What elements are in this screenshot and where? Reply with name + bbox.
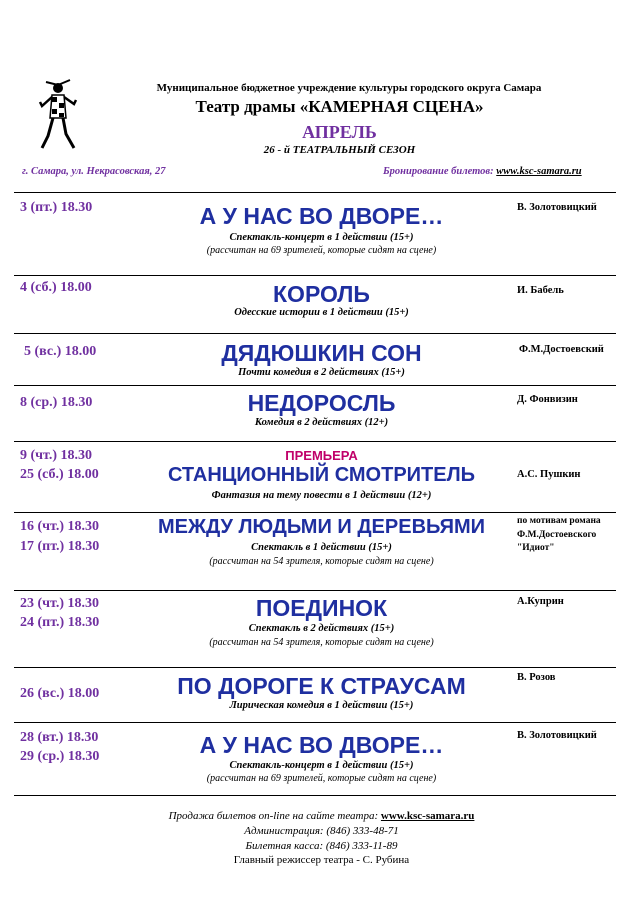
theatre-name: Театр драмы «КАМЕРНАЯ СЦЕНА» (195, 97, 484, 116)
show-author: А.С. Пушкин (517, 469, 581, 480)
show-title: ПО ДОРОГЕ К СТРАУСАМ (177, 673, 466, 699)
show-title: КОРОЛЬ (273, 281, 370, 307)
show-date: 28 (вт.) 18.30 (20, 730, 99, 745)
booking-label: Бронирование билетов: (383, 166, 494, 177)
show-subtitle: Спектакль в 2 действиях (15+) (248, 623, 395, 634)
show-subtitle: Одесские истории в 1 действии (15+) (234, 307, 409, 318)
show-note: (рассчитан на 69 зрителей, которые сидят на сцене) (206, 773, 437, 784)
show-note: (рассчитан на 54 зрителя, которые сидят на сцене) (209, 637, 434, 648)
show-author: В. Золотовицкий (517, 730, 597, 741)
show-date: 26 (вс.) 18.00 (20, 686, 100, 701)
box-office-phone: Билетная касса: (846) 333-11-89 (245, 840, 398, 852)
admin-phone: Администрация: (846) 333-48-71 (244, 825, 399, 837)
show-author: В. Золотовицкий (517, 202, 597, 213)
show-subtitle: Фантазия на тему повести в 1 действии (12+) (211, 490, 432, 501)
divider (14, 512, 616, 513)
show-date: 25 (сб.) 18.00 (20, 467, 99, 482)
show-title: А У НАС ВО ДВОРЕ… (199, 732, 444, 758)
divider (14, 385, 616, 386)
booking-info (383, 166, 582, 177)
online-sales (0, 810, 643, 822)
show-title: СТАНЦИОННЫЙ СМОТРИТЕЛЬ (167, 464, 476, 486)
show-title: МЕЖДУ ЛЮДЬМИ И ДЕРЕВЬЯМИ (157, 516, 486, 538)
show-author: И. Бабель (517, 285, 564, 296)
show-subtitle: Лирическая комедия в 1 действии (15+) (229, 700, 414, 711)
show-date: 5 (вс.) 18.00 (24, 344, 97, 359)
divider (14, 275, 616, 276)
show-title: А У НАС ВО ДВОРЕ… (199, 203, 444, 229)
show-date: 4 (сб.) 18.00 (20, 280, 92, 295)
show-date: 8 (ср.) 18.30 (20, 395, 93, 410)
show-title: ДЯДЮШКИН СОН (221, 340, 422, 366)
director-credit: Главный режиссер театра - С. Рубина (233, 854, 410, 866)
show-title: НЕДОРОСЛЬ (247, 390, 396, 416)
divider (14, 441, 616, 442)
show-author: по мотивам романа (517, 516, 601, 526)
premiere-badge: ПРЕМЬЕРА (285, 448, 358, 463)
online-sales-label: Продажа билетов on-line на сайте театра: (168, 810, 379, 822)
divider (14, 590, 616, 591)
divider (14, 722, 616, 723)
show-author: Д. Фонвизин (517, 394, 578, 405)
divider (14, 192, 616, 193)
show-date: 16 (чт.) 18.30 (20, 519, 100, 534)
show-title: ПОЕДИНОК (255, 595, 388, 621)
show-date: 29 (ср.) 18.30 (20, 749, 100, 764)
show-date: 17 (пт.) 18.30 (20, 539, 100, 554)
show-author: Ф.М.Достоевского (517, 530, 597, 540)
season-label: 26 - й ТЕАТРАЛЬНЫЙ СЕЗОН (263, 144, 416, 156)
show-date: 24 (пт.) 18.30 (20, 615, 100, 630)
online-sales-link[interactable]: www.ksc-samara.ru (380, 810, 475, 822)
theatre-address: г. Самара, ул. Некрасовская, 27 (22, 166, 166, 177)
show-date: 9 (чт.) 18.30 (20, 448, 93, 463)
show-subtitle: Спектакль-концерт в 1 действии (15+) (229, 760, 414, 771)
show-author: В. Розов (517, 672, 556, 683)
show-author: "Идиот" (517, 543, 555, 553)
show-author: Ф.М.Достоевский (519, 344, 604, 355)
show-author: А.Куприн (517, 596, 564, 607)
divider (14, 667, 616, 668)
show-subtitle: Спектакль-концерт в 1 действии (15+) (229, 232, 414, 243)
booking-link[interactable]: www.ksc-samara.ru (496, 166, 582, 177)
show-subtitle: Почти комедия в 2 действиях (15+) (238, 367, 405, 378)
show-date: 23 (чт.) 18.30 (20, 596, 100, 611)
organization-name: Муниципальное бюджетное учреждение культуры городского округа Самара (156, 82, 542, 94)
show-date: 3 (пт.) 18.30 (20, 200, 93, 215)
show-subtitle: Спектакль в 1 действии (15+) (251, 542, 392, 553)
divider (14, 795, 616, 796)
divider (14, 333, 616, 334)
show-note: (рассчитан на 54 зрителя, которые сидят на сцене) (209, 556, 434, 567)
show-note: (рассчитан на 69 зрителей, которые сидят на сцене) (206, 245, 437, 256)
month-title: АПРЕЛЬ (302, 122, 377, 142)
show-subtitle: Комедия в 2 действиях (12+) (254, 417, 389, 428)
